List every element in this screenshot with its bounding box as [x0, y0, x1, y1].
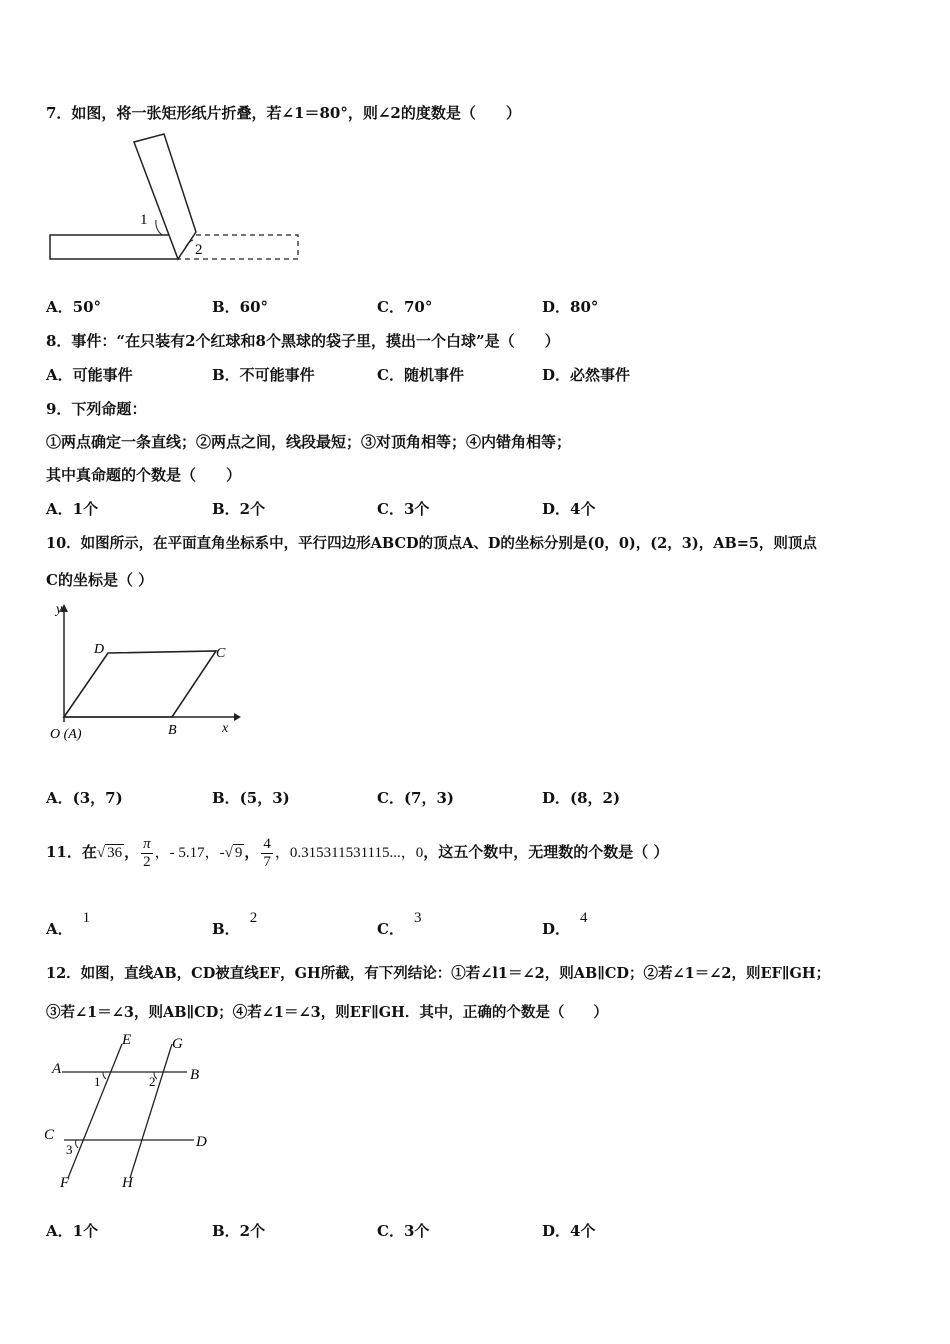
q12-angle2-label: 2	[149, 1074, 156, 1089]
q12-label-d: D	[196, 1134, 207, 1150]
q11-option-c[interactable]: C．3	[377, 910, 422, 938]
q11-option-d[interactable]: D．4	[542, 910, 588, 938]
q12-label-h: H	[122, 1175, 133, 1191]
q10-parallelogram-figure	[42, 600, 247, 745]
q7-text: 7．如图，将一张矩形纸片折叠，若∠1＝80°，则∠2的度数是（ ）	[46, 104, 521, 122]
q12-label-c: C	[44, 1127, 55, 1143]
q12-angle1-label: 1	[94, 1074, 101, 1089]
q10-y-axis-label: y	[56, 602, 63, 617]
q12-option-c[interactable]: C．3个	[377, 1222, 430, 1240]
q7-angle2-label: 2	[195, 242, 203, 258]
q9-text-line1: 9．下列命题：	[46, 400, 147, 418]
q10-option-d[interactable]: D．(8，2)	[542, 789, 621, 807]
q12-label-a: A	[52, 1061, 62, 1077]
q12-text-line1: 12．如图，直线AB，CD被直线EF，GH所截，有下列结论：①若∠l1＝∠2，则AB∥CD；②若∠1＝∠2，则EF∥GH；	[46, 965, 831, 982]
q9-option-c[interactable]: C．3个	[377, 500, 430, 518]
q10-text-line1: 10．如图所示，在平面直角坐标系中，平行四边形ABCD的顶点A、D的坐标分别是(0，0)，(2，3)，AB=5，则顶点	[46, 535, 817, 552]
q8-option-c[interactable]: C．随机事件	[377, 366, 464, 384]
q10-point-c-label: C	[216, 646, 226, 661]
q12-label-g: G	[172, 1036, 183, 1052]
q11-text: 11．在√ 36 ， $\frac{\pi}{2}$ ，- 5.17，-√ 9 ， $\frac{4}{7}$ ，0.315311531115...，0，这五个数中，无理数的个数是（ ）	[46, 835, 669, 870]
q7-option-b[interactable]: B．60°	[212, 298, 269, 316]
q8-option-d[interactable]: D．必然事件	[542, 366, 631, 384]
q10-origin-label: O (A)	[50, 727, 82, 742]
q11-pi-over-2: $\frac{\pi}{2}$	[143, 835, 151, 870]
q10-point-b-label: B	[168, 723, 177, 738]
q10-text-line2: C的坐标是（ ）	[46, 571, 154, 589]
q12-angle3-label: 3	[66, 1142, 73, 1157]
q10-point-d-label: D	[94, 642, 105, 657]
q10-x-axis-label: x	[222, 721, 229, 736]
q7-option-a[interactable]: A．50°	[46, 298, 102, 316]
q12-text-line2: ③若∠1＝∠3，则AB∥CD；④若∠1＝∠3，则EF∥GH．其中，正确的个数是（ ）	[46, 1004, 608, 1021]
q12-transversal-figure	[42, 1030, 214, 1192]
q12-label-e: E	[122, 1032, 132, 1048]
q9-text-line2: ①两点确定一条直线；②两点之间，线段最短；③对顶角相等；④内错角相等；	[46, 433, 572, 451]
q11-four-sevenths: $\frac{4}{7}$	[263, 835, 271, 870]
q12-option-d[interactable]: D．4个	[542, 1222, 596, 1240]
q7-option-d[interactable]: D．80°	[542, 298, 599, 316]
q10-option-b[interactable]: B．(5，3)	[212, 789, 290, 807]
q11-numbers-1: ，- 5.17，-	[154, 845, 225, 861]
q9-option-b[interactable]: B．2个	[212, 500, 266, 518]
q11-sqrt36: √ 36	[96, 845, 123, 861]
q12-option-a[interactable]: A．1个	[46, 1222, 99, 1240]
q12-option-b[interactable]: B．2个	[212, 1222, 266, 1240]
q11-option-b[interactable]: B．2	[212, 910, 258, 938]
q10-option-a[interactable]: A．(3，7)	[46, 789, 123, 807]
q11-option-a[interactable]: A．1	[46, 910, 91, 938]
q7-fold-figure	[44, 132, 306, 267]
q7-angle1-label: 1	[140, 212, 148, 228]
q9-option-d[interactable]: D．4个	[542, 500, 596, 518]
q8-option-b[interactable]: B．不可能事件	[212, 366, 315, 384]
q11-suffix: ，这五个数中，无理数的个数是（ ）	[423, 843, 669, 861]
q12-label-f: F	[60, 1175, 70, 1191]
q8-text: 8．事件：“在只装有2个红球和8个黑球的袋子里，摸出一个白球”是（ ）	[46, 332, 560, 350]
q11-numbers-2: ，0.315311531115...，0	[274, 845, 424, 861]
q8-option-a[interactable]: A．可能事件	[46, 366, 133, 384]
q10-option-c[interactable]: C．(7，3)	[377, 789, 455, 807]
q9-option-a[interactable]: A．1个	[46, 500, 99, 518]
q11-prefix: 11．在	[46, 843, 97, 861]
q9-text-line3: 其中真命题的个数是（ ）	[46, 466, 242, 484]
q11-sqrt9: √ 9	[224, 845, 243, 861]
q7-option-c[interactable]: C．70°	[377, 298, 433, 316]
q12-label-b: B	[190, 1067, 200, 1083]
